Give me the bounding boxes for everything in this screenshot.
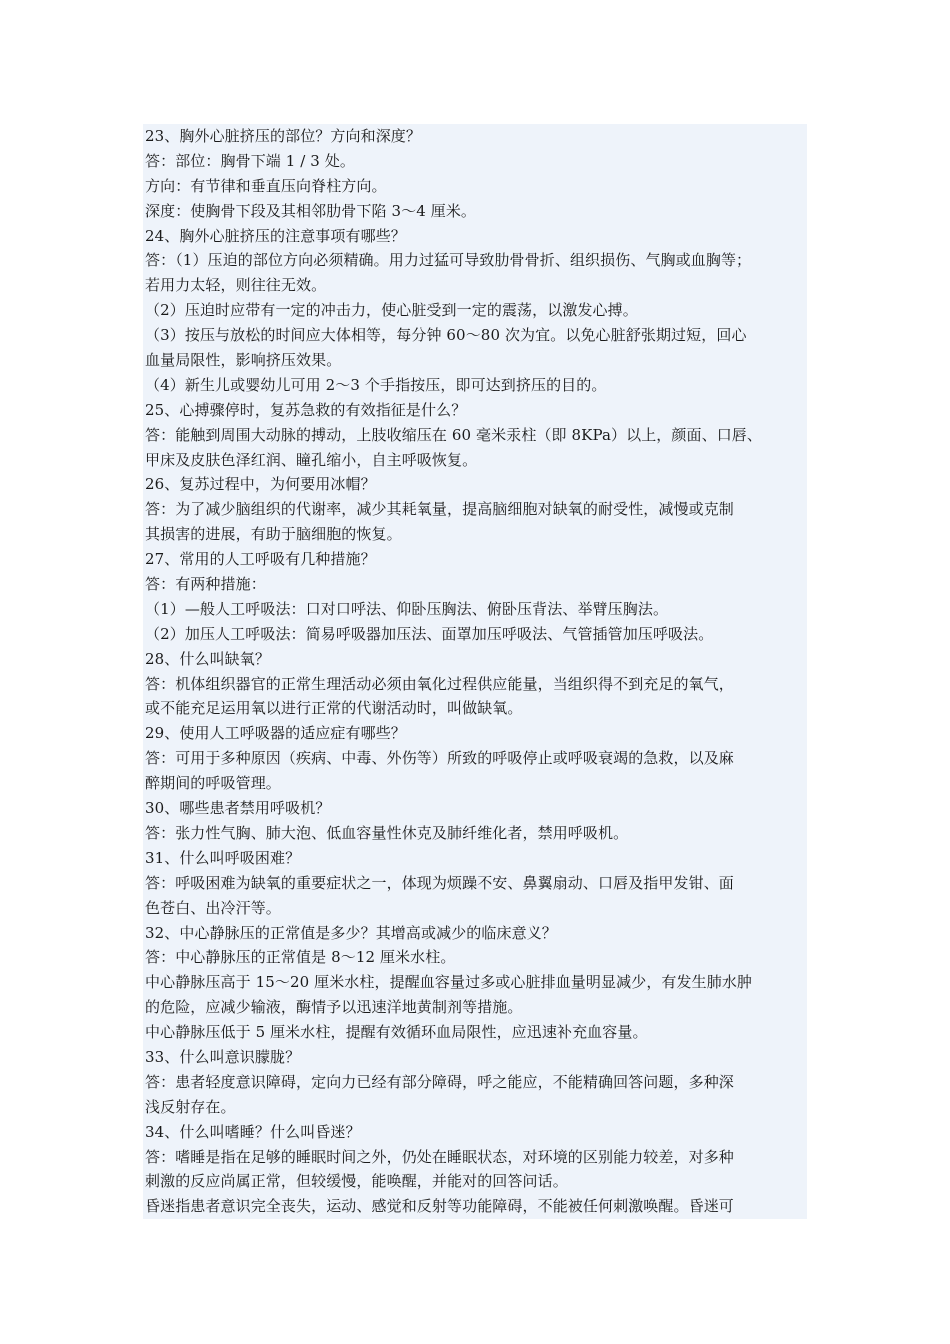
text-line: 答：患者轻度意识障碍，定向力已经有部分障碍，呼之能应，不能精确回答问题，多种深 (145, 1072, 734, 1091)
text-line: 甲床及皮肤色泽红润、瞳孔缩小，自主呼吸恢复。 (145, 450, 478, 469)
text-line: 若用力太轻，则往往无效。 (145, 276, 327, 295)
text-line: 答：部位：胸骨下端 1 / 3 处。 (145, 151, 356, 170)
text-line: 答：机体组织器官的正常生理活动必须由氧化过程供应能量，当组织得不到充足的氧气， (145, 674, 734, 693)
text-line: 32、中心静脉压的正常值是多少？其增高或减少的临床意义？ (145, 923, 557, 942)
text-block (143, 124, 807, 1219)
text-line: 34、什么叫嗜睡？什么叫昏迷？ (145, 1122, 361, 1141)
text-line: 方向：有节律和垂直压向脊柱方向。 (145, 176, 387, 195)
text-line: 24、胸外心脏挤压的注意事项有哪些？ (145, 226, 406, 245)
text-line: 答：（1）压迫的部位方向必须精确。用力过猛可导致肋骨骨折、组织损伤、气胸或血胸等； (145, 251, 752, 270)
text-line: 血量局限性，影响挤压效果。 (145, 351, 342, 370)
text-line: 昏迷指患者意识完全丧失，运动、感觉和反射等功能障碍，不能被任何刺激唤醒。昏迷可 (145, 1197, 734, 1216)
text-line: （4）新生儿或婴幼儿可用 2～3 个手指按压，即可达到挤压的目的。 (145, 375, 607, 394)
text-line: 30、哪些患者禁用呼吸机？ (145, 799, 331, 818)
text-line: 的危险，应减少输液，酶情予以迅速洋地黄制剂等措施。 (145, 998, 523, 1017)
text-line: 31、什么叫呼吸困难？ (145, 848, 301, 867)
text-line: 29、使用人工呼吸器的适应症有哪些？ (145, 724, 406, 743)
text-line: 其损害的进展，有助于脑细胞的恢复。 (145, 525, 402, 544)
text-line: 答：有两种措施： (145, 575, 266, 594)
text-line: 答：张力性气胸、肺大泡、低血容量性休克及肺纤维化者，禁用呼吸机。 (145, 823, 629, 842)
text-line: （1）—般人工呼吸法：口对口呼法、仰卧压胸法、俯卧压背法、举臂压胸法。 (145, 599, 669, 618)
text-line: 答：可用于多种原因（疾病、中毒、外伤等）所致的呼吸停止或呼吸衰竭的急救，以及麻 (145, 749, 734, 768)
text-line: 答：嗜睡是指在足够的睡眠时间之外，仍处在睡眠状态，对环境的区别能力较差，对多种 (145, 1147, 734, 1166)
text-line: （2）加压人工呼吸法：简易呼吸器加压法、面罩加压呼吸法、气管插管加压呼吸法。 (145, 624, 714, 643)
text-line: 27、常用的人工呼吸有几种措施？ (145, 550, 376, 569)
text-line: 答：为了减少脑组织的代谢率，减少其耗氧量，提高脑细胞对缺氧的耐受性，减慢或克制 (145, 500, 734, 519)
text-line: 28、什么叫缺氧？ (145, 649, 270, 668)
text-line: 刺激的反应尚属正常，但较缓慢，能唤醒，并能对的回答问话。 (145, 1172, 568, 1191)
text-line: 中心静脉压低于 5 厘米水柱，提醒有效循环血局限性，应迅速补充血容量。 (145, 1023, 648, 1042)
text-line: 浅反射存在。 (145, 1097, 236, 1116)
text-line: 醉期间的呼吸管理。 (145, 774, 281, 793)
text-line: 23、胸外心脏挤压的部位？方向和深度？ (145, 127, 421, 145)
text-line: 25、心搏骤停时，复苏急救的有效指征是什么？ (145, 400, 467, 419)
text-line: 深度：使胸骨下段及其相邻肋骨下陷 3～4 厘米。 (145, 201, 477, 220)
text-line: 答：呼吸困难为缺氧的重要症状之一，体现为烦躁不安、鼻翼扇动、口唇及指甲发钳、面 (145, 873, 734, 892)
text-line: 33、什么叫意识朦胧？ (145, 1047, 301, 1066)
text-line: 答：能触到周围大动脉的搏动，上肢收缩压在 60 毫米汞柱（即 8KPa）以上，颜面、口唇、 (145, 425, 763, 444)
text-line: 或不能充足运用氧以进行正常的代谢活动时，叫做缺氧。 (145, 699, 523, 718)
text-line: 中心静脉压高于 15～20 厘米水柱，提醒血容量过多或心脏排血量明显减少，有发生肺水肿 (145, 973, 753, 992)
text-line: （3）按压与放松的时间应大体相等，每分钟 60～80 次为宜。以免心脏舒张期过短，回心 (145, 326, 747, 345)
text-line: （2）压迫时应带有一定的冲击力，使心脏受到一定的震荡，以激发心搏。 (145, 301, 638, 320)
text-line: 26、复苏过程中，为何要用冰帽？ (145, 475, 376, 494)
text-line: 色苍白、出冷汗等。 (145, 898, 281, 917)
text-line: 答：中心静脉压的正常值是 8～12 厘米水柱。 (145, 948, 456, 967)
